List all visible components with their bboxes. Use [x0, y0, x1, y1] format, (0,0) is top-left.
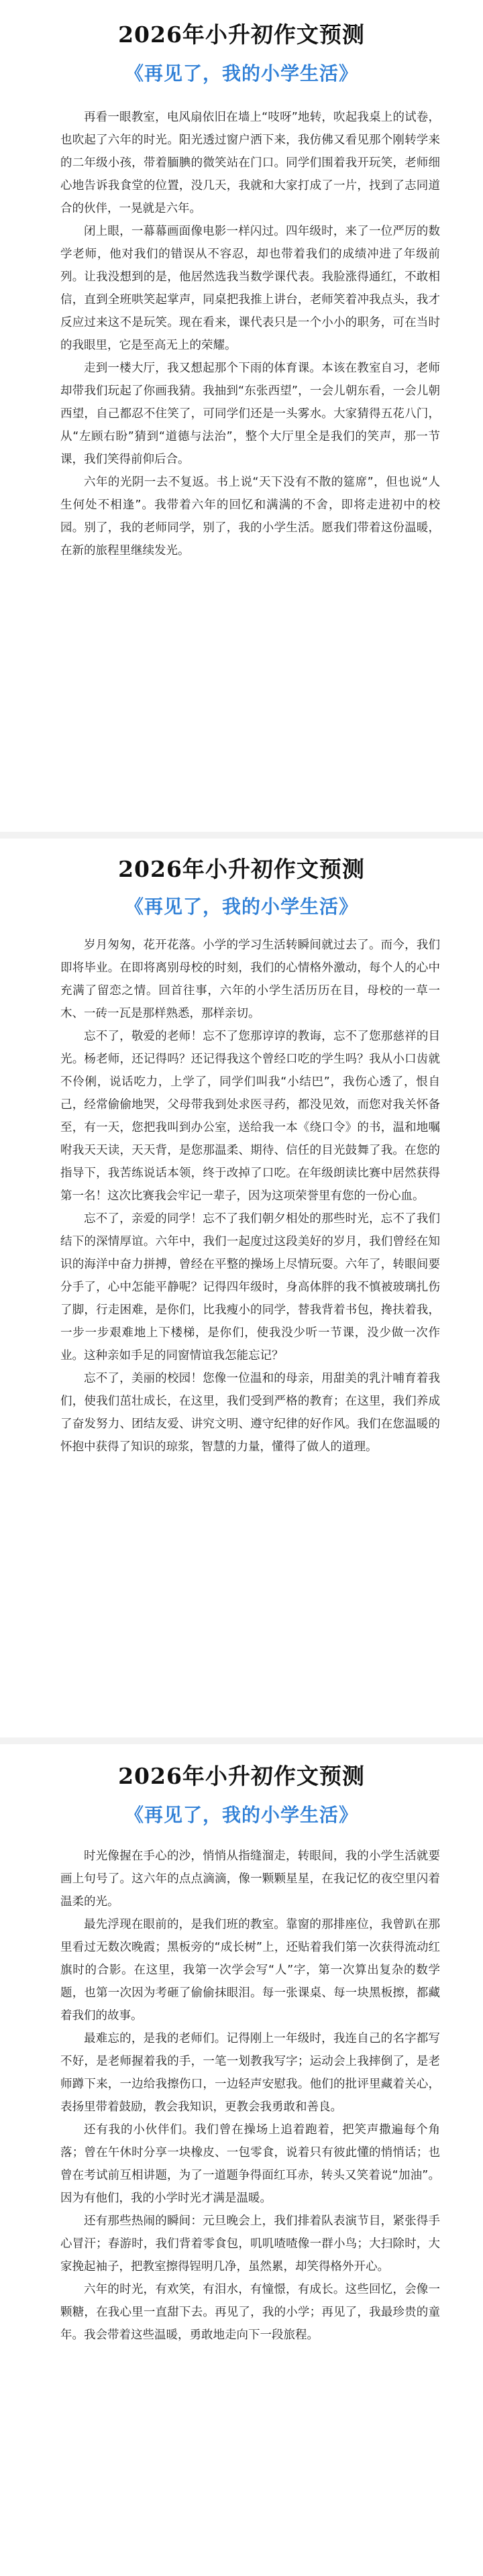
- essay-subtitle: 《再见了，我的小学生活》: [124, 896, 358, 918]
- paragraph: 再看一眼教室，电风扇依旧在墙上“吱呀”地转，吹起我桌上的试卷，也吹起了六年的时光。阳光透过窗户洒下来，我仿佛又看见那个刚转学来的二年级小孩，带着腼腆的微笑站在门口。同学们围着我开玩笑，老师细心地告诉我食堂的位置，没几天，我就和大家打成了一片，找到了志同道合的伙伴，一晃就是六年。: [60, 111, 440, 215]
- paragraph: 岁月匆匆，花开花落。小学的学习生活转瞬间就过去了。而今，我们即将毕业。在即将离别母校的时刻，我们的心情格外激动，每个人的心中充满了留恋之情。回首往事，六年的小学生活历历在目，母校的一草一木、一砖一瓦是那样熟悉，那样亲切。: [60, 938, 440, 1020]
- paragraph: 还有那些热闹的瞬间：元旦晚会上，我们排着队表演节目，紧张得手心冒汗；春游时，我们背着零食包，叽叽喳喳像一群小鸟；大扫除时，大家挽起袖子，把教室擦得锃明几净，虽然累，却笑得格外开心。: [60, 2214, 440, 2273]
- essay-section-2: [0, 835, 483, 1740]
- essay-body: [60, 1845, 440, 2347]
- essay-title: 2026年小升初作文预测: [118, 1763, 365, 1789]
- essay-section-1: [0, 0, 483, 835]
- essay-section-3: [0, 1740, 483, 2576]
- essay-body: [60, 934, 440, 1458]
- paragraph: 闭上眼，一幕幕画面像电影一样闪过。四年级时，来了一位严厉的数学老师，他对我们的错误从不容忍，却也带着我们的成绩冲进了年级前列。让我没想到的是，他居然选我当数学课代表。我脸涨得通红，不敢相信，直到全班哄笑起掌声，同桌把我推上讲台，老师笑着冲我点头，我才反应过来这不是玩笑。现在看来，课代表只是一个小小的职务，可在当时的我眼里，它是至高无上的荣耀。: [60, 225, 440, 352]
- paragraph: 走到一楼大厅，我又想起那个下雨的体育课。本该在教室自习，老师却带我们玩起了你画我猜。我抽到“东张西望”，一会儿朝东看，一会儿朝西望，自己都忍不住笑了，可同学们还是一头雾水。大家猜得五花八门，从“左顾右盼”猜到“道德与法治”，整个大厅里全是我们的笑声，那一节课，我们笑得前仰后合。: [60, 362, 440, 466]
- paragraph: 忘不了，亲爱的同学！忘不了我们朝夕相处的那些时光，忘不了我们结下的深情厚谊。六年中，我们一起度过这段美好的岁月，我们曾经在知识的海洋中奋力拼搏，曾经在平整的操场上尽情玩耍。六年了，转眼间要分手了，心中怎能平静呢？记得四年级时，身高体胖的我不慎被玻璃扎伤了脚，行走困难，是你们，比我瘦小的同学，替我背着书包，搀扶着我，一步一步艰难地上下楼梯，是你们，使我没少听一节课，没少做一次作业。这种亲如手足的同窗情谊我怎能忘记？: [60, 1212, 440, 1362]
- paragraph: 时光像握在手心的沙，悄悄从指缝溜走，转眼间，我的小学生活就要画上句号了。这六年的点点滴滴，像一颗颗星星，在我记忆的夜空里闪着温柔的光。: [60, 1849, 440, 1909]
- paragraph: 还有我的小伙伴们。我们曾在操场上追着跑着，把笑声撒遍每个角落；曾在午休时分享一块橡皮、一包零食，说着只有彼此懂的悄悄话；也曾在考试前互相讲题，为了一道题争得面红耳赤，转头又笑着说“加油”。因为有他们，我的小学时光才满是温暖。: [60, 2123, 440, 2205]
- paragraph: 忘不了，敬爱的老师！忘不了您那谆谆的教诲，忘不了您那慈祥的目光。杨老师，还记得吗？还记得我这个曾经口吃的学生吗？我从小口齿就不伶俐，说话吃力，上学了，同学们叫我“小结巴”，我伤心透了，恨自己，经常偷偷地哭，父母带我到处求医寻药，都没见效，而您对我关怀备至，有一天，您把我叫到办公室，送给我一本《绕口令》的书，温和地嘱咐我天天读，天天背，是您那温柔、期待、信任的目光鼓舞了我。在您的指导下，我苦练说话本领，终于改掉了口吃。在年级朗读比赛中居然获得第一名！这次比赛我会牢记一辈子，因为这项荣誉里有您的一份心血。: [60, 1030, 440, 1203]
- paragraph: 最先浮现在眼前的，是我们班的教室。靠窗的那排座位，我曾趴在那里看过无数次晚霞；黑板旁的“成长树”上，还贴着我们第一次获得流动红旗时的合影。在这里，我第一次学会写“人”字，第一次算出复杂的数学题，也第一次因为考砸了偷偷抹眼泪。每一张课桌、每一块黑板擦，都藏着我们的故事。: [60, 1918, 440, 2023]
- essay-title: 2026年小升初作文预测: [118, 856, 365, 882]
- paragraph: 忘不了，美丽的校园！您像一位温和的母亲，用甜美的乳汁哺育着我们，使我们茁壮成长，在这里，我们受到严格的教育；在这里，我们养成了奋发努力、团结友爱、讲究文明、遵守纪律的好作风。我们在您温暖的怀抱中获得了知识的琼浆，智慧的力量，懂得了做人的道理。: [60, 1372, 440, 1454]
- paragraph: 六年的光阴一去不复返。书上说“天下没有不散的筵席”，但也说“人生何处不相逢”。我带着六年的回忆和满满的不舍，即将走进初中的校园。别了，我的老师同学，别了，我的小学生活。愿我们带着这份温暖，在新的旅程里继续发光。: [60, 476, 440, 557]
- essay-subtitle: 《再见了，我的小学生活》: [124, 1804, 358, 1826]
- essay-subtitle: 《再见了，我的小学生活》: [124, 62, 358, 85]
- essay-body: [60, 106, 440, 562]
- paragraph: 六年的时光，有欢笑，有泪水，有憧憬，有成长。这些回忆，会像一颗糖，在我心里一直甜下去。再见了，我的小学；再见了，我最珍贵的童年。我会带着这些温暖，勇敢地走向下一段旅程。: [60, 2283, 440, 2342]
- essay-title: 2026年小升初作文预测: [118, 21, 365, 48]
- paragraph: 最难忘的，是我的老师们。记得刚上一年级时，我连自己的名字都写不好，是老师握着我的手，一笔一划教我写字；运动会上我摔倒了，是老师蹲下来，一边给我擦伤口，一边轻声安慰我。他们的批评里藏着关心，表扬里带着鼓励，教会我知识，更教会我勇敢和善良。: [60, 2032, 440, 2114]
